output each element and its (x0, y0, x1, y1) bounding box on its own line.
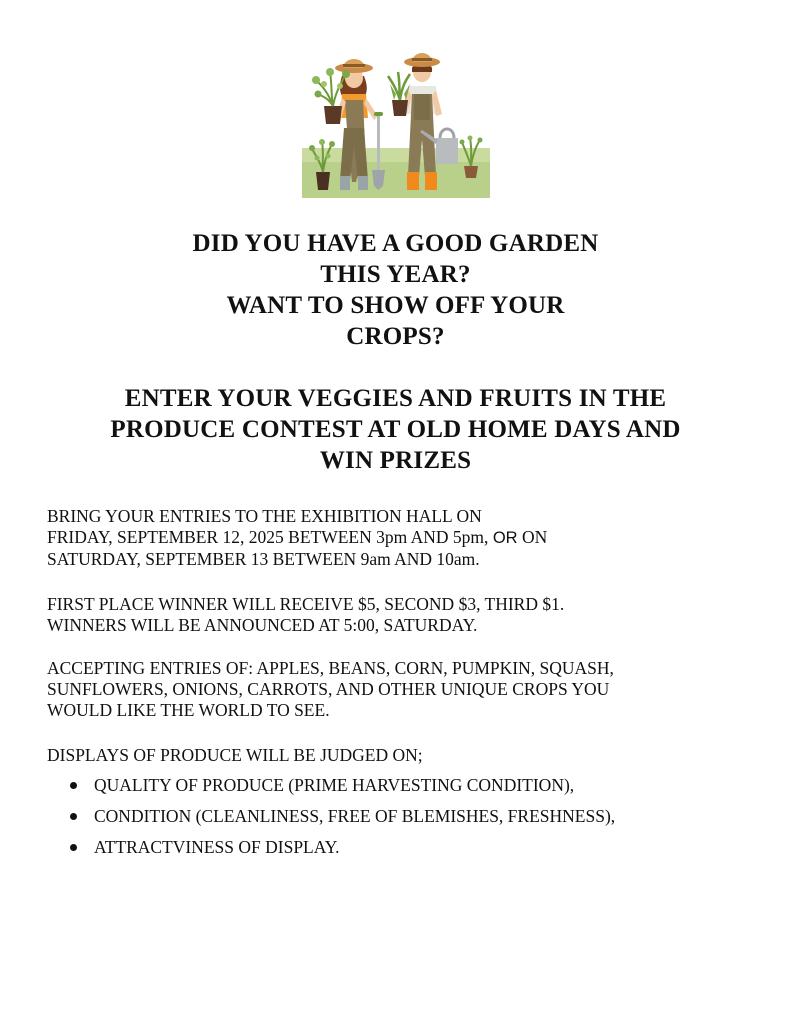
bullet-icon (70, 782, 77, 789)
judging-intro-text: DISPLAYS OF PRODUCE WILL BE JUDGED ON; (47, 745, 423, 765)
entries-or: OR (492, 529, 518, 547)
accepting-line: ACCEPTING ENTRIES OF: APPLES, BEANS, CORN, PUMPKIN, SQUASH, (47, 658, 614, 678)
headline-line: THIS YEAR? (320, 261, 471, 288)
judging-criteria-list (47, 770, 615, 863)
headline-line: WANT TO SHOW OFF YOUR (226, 292, 565, 319)
accepting-paragraph (47, 658, 767, 721)
criteria-text: ATTRACTVINESS OF DISPLAY. (94, 837, 340, 857)
subheadline-line: WIN PRIZES (319, 447, 472, 474)
criteria-text: CONDITION (CLEANLINESS, FREE OF BLEMISHES, FRESHNESS), (94, 806, 616, 826)
bullet-icon (70, 813, 77, 820)
entries-line: SATURDAY, SEPTEMBER 13 BETWEEN 9am AND 10am. (47, 549, 480, 569)
judging-intro (47, 745, 767, 766)
subheadline-line: ENTER YOUR VEGGIES AND FRUITS IN THE (124, 385, 667, 412)
prizes-paragraph (47, 594, 767, 636)
list-item (47, 801, 615, 832)
accepting-line: SUNFLOWERS, ONIONS, CARROTS, AND OTHER UNIQUE CROPS YOU (47, 679, 610, 699)
entries-line-start: FRIDAY, SEPTEMBER 12, 2025 BETWEEN 3pm AND 5pm, (47, 527, 493, 547)
list-item (47, 832, 615, 863)
entries-line (47, 527, 767, 549)
bullet-icon (70, 844, 77, 851)
entries-paragraph (47, 506, 767, 570)
list-item (47, 770, 615, 801)
gardeners-illustration (298, 44, 494, 200)
entries-line: BRING YOUR ENTRIES TO THE EXHIBITION HALL ON (47, 506, 482, 526)
entries-line-end: ON (517, 527, 548, 547)
accepting-line: WOULD LIKE THE WORLD TO SEE. (47, 700, 330, 720)
criteria-text: QUALITY OF PRODUCE (PRIME HARVESTING CONDITION), (94, 775, 575, 795)
subheadline (0, 383, 791, 476)
headline (0, 228, 791, 352)
headline-line: DID YOU HAVE A GOOD GARDEN (192, 230, 599, 257)
prizes-line: FIRST PLACE WINNER WILL RECEIVE $5, SECOND $3, THIRD $1. (47, 594, 565, 614)
prizes-line: WINNERS WILL BE ANNOUNCED AT 5:00, SATURDAY. (47, 615, 478, 635)
subheadline-line: PRODUCE CONTEST AT OLD HOME DAYS AND (110, 416, 681, 443)
headline-line: CROPS? (346, 323, 445, 350)
